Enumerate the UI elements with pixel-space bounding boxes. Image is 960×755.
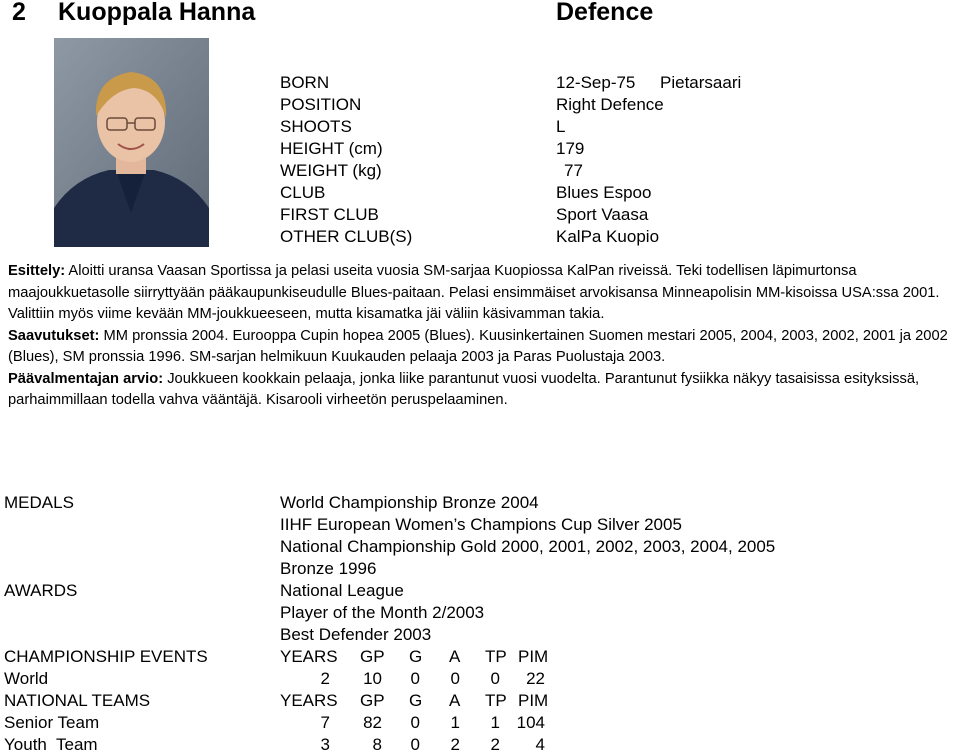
championship-events-label: CHAMPIONSHIP EVENTS: [4, 647, 208, 666]
col-header-g: G: [409, 647, 423, 666]
other-clubs-label: OTHER CLUB(S): [280, 227, 413, 246]
world-gp: 10: [363, 669, 382, 688]
esittely-paragraph: [8, 261, 956, 326]
player-position: Defence: [556, 0, 654, 26]
award-item: National League: [280, 581, 404, 600]
first-club-label: FIRST CLUB: [280, 205, 379, 224]
player-photo: [54, 38, 209, 247]
award-item: Player of the Month 2/2003: [280, 603, 485, 622]
player-number: 2: [12, 0, 26, 26]
other-clubs-value: KalPa Kuopio: [556, 227, 660, 246]
col-header-a: A: [449, 647, 461, 666]
player-name: Kuoppala Hanna: [58, 0, 256, 26]
col-header-a: A: [449, 691, 461, 710]
arvio-text: Joukkueen kookkain pelaaja, jonka liike parantunut vuosi vuodelta. Parantunut fysiikka näkyy tasaisissa esityksissä, parhaimmillaan todella vahva vääntäjä. Kisarooli virheetön peruspelaaminen.: [8, 370, 920, 408]
youth-a: 2: [450, 735, 460, 754]
position-value: Right Defence: [556, 95, 664, 114]
saavutukset-text: MM pronssia 2004. Eurooppa Cupin hopea 2005 (Blues). Kuusinkertainen Suomen mestari 2005, 2004, 2003, 2002, 2001 ja 2002 (Blues), SM pronssia 1996. SM-sarjan helmikuun Kuukauden pelaaja 2003 ja Paras Puolustaja 2003.: [8, 327, 948, 365]
award-item: Best Defender 2003: [280, 625, 432, 644]
col-header-tp: TP: [485, 691, 507, 710]
world-pim: 22: [526, 669, 545, 688]
senior-gp: 82: [363, 713, 382, 732]
youth-tp: 2: [490, 735, 500, 754]
club-value: Blues Espoo: [556, 183, 652, 202]
esittely-label: Esittely:: [8, 263, 66, 279]
col-header-gp: GP: [360, 691, 385, 710]
world-g: 0: [410, 669, 420, 688]
shoots-value: L: [556, 117, 566, 136]
senior-a: 1: [450, 713, 460, 732]
awards-label: AWARDS: [4, 581, 78, 600]
medal-item: World Championship Bronze 2004: [280, 493, 539, 512]
shoots-label: SHOOTS: [280, 117, 352, 136]
esittely-text: Aloitti uransa Vaasan Sportissa ja pelasi useita vuosia SM-sarjaa Kuopiossa KalPan riveissä. Teki todellisen läpimurtonsa maajoukkuetasolle siirryttyään pääkaupunkiseudulle Blues-paitaan. Pelasi ensimmäiset arvokisansa Minneapolisin MM-kisoissa USA:ssa 2001. Valittiin myös viime kevään MM-joukkueeseen, mutta kisamatka jäi väliin käsivamman takia.: [8, 263, 940, 322]
medal-item: National Championship Gold 2000, 2001, 2002, 2003, 2004, 2005: [280, 537, 776, 556]
col-header-pim: PIM: [518, 647, 549, 666]
world-a: 0: [450, 669, 460, 688]
first-club-value: Sport Vaasa: [556, 205, 649, 224]
born-label: BORN: [280, 73, 330, 92]
col-header-g: G: [409, 691, 423, 710]
row-senior-name: Senior Team: [4, 713, 100, 732]
national-teams-label: NATIONAL TEAMS: [4, 691, 151, 710]
born-value: 12-Sep-75: [556, 73, 636, 92]
youth-years: 3: [320, 735, 330, 754]
medal-item: Bronze 1996: [280, 559, 377, 578]
youth-gp: 8: [372, 735, 382, 754]
born-place: Pietarsaari: [660, 73, 742, 92]
col-header-years: YEARS: [280, 647, 338, 666]
saavutukset-label: Saavutukset:: [8, 327, 100, 344]
senior-years: 7: [320, 713, 330, 732]
youth-g: 0: [410, 735, 420, 754]
saavutukset-paragraph: [8, 326, 956, 369]
col-header-gp: GP: [360, 647, 385, 666]
medal-item: IIHF European Women’s Champions Cup Silver 2005: [280, 515, 682, 534]
weight-label: WEIGHT (kg): [280, 161, 382, 180]
height-value: 179: [556, 139, 585, 158]
row-youth-name: Youth Team: [4, 735, 98, 754]
height-label: HEIGHT (cm): [280, 139, 383, 158]
arvio-paragraph: [8, 369, 956, 412]
senior-tp: 1: [490, 713, 500, 732]
world-years: 2: [320, 669, 330, 688]
club-label: CLUB: [280, 183, 326, 202]
world-tp: 0: [490, 669, 500, 688]
youth-pim: 4: [535, 735, 545, 754]
medals-label: MEDALS: [4, 493, 74, 512]
senior-pim: 104: [516, 713, 545, 732]
col-header-tp: TP: [485, 647, 507, 666]
arvio-label: Päävalmentajan arvio:: [8, 370, 164, 387]
row-world-name: World: [4, 669, 49, 688]
col-header-years: YEARS: [280, 691, 338, 710]
weight-value: 77: [564, 161, 583, 180]
position-label: POSITION: [280, 95, 362, 114]
col-header-pim: PIM: [518, 691, 549, 710]
senior-g: 0: [410, 713, 420, 732]
biography: [8, 261, 956, 412]
